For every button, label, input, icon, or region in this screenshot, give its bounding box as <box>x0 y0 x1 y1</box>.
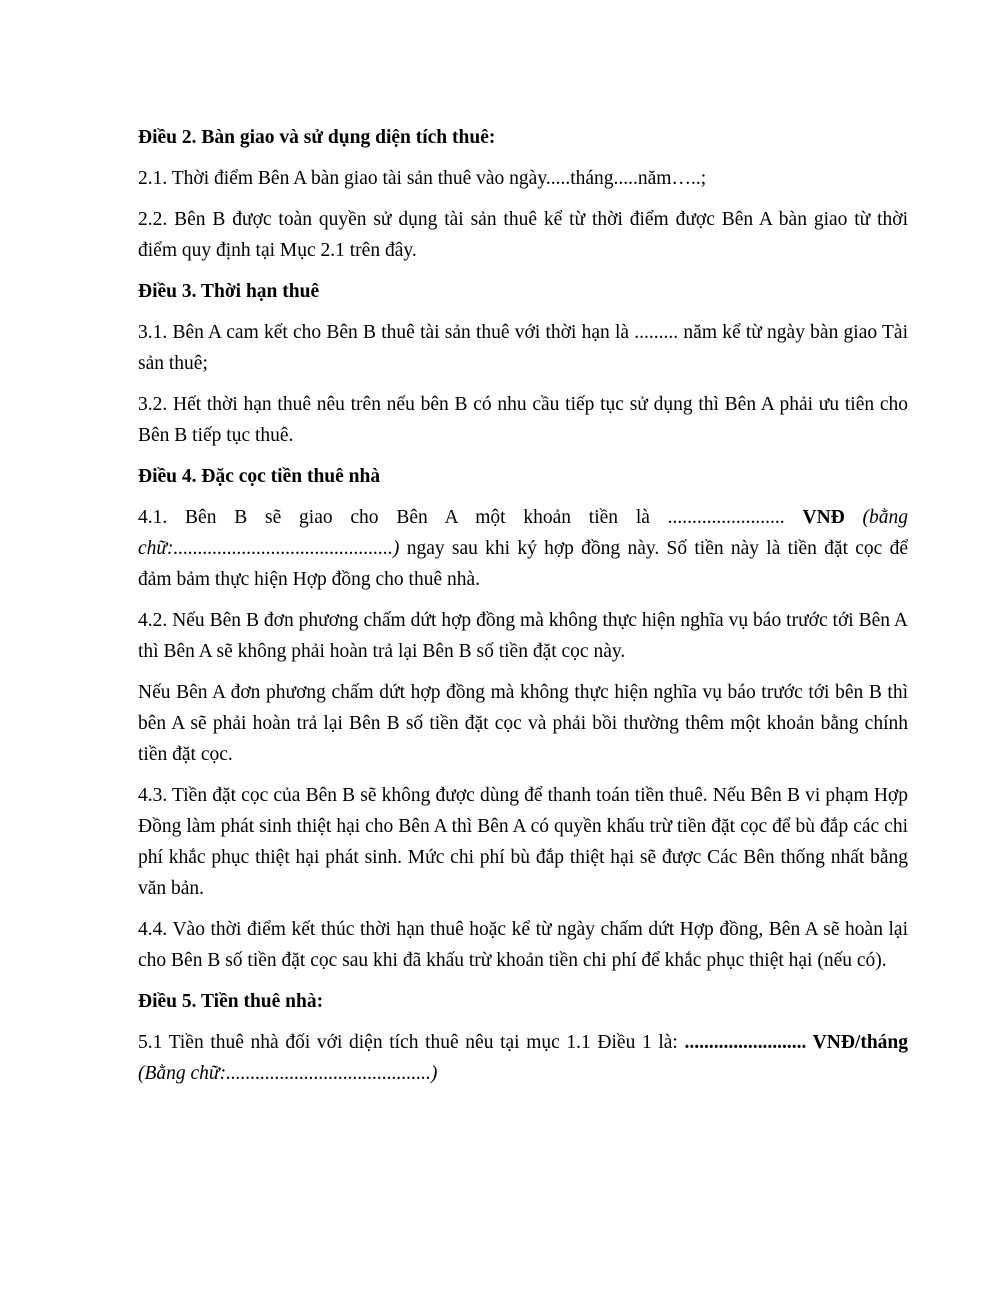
clause-4-3: 4.3. Tiền đặt cọc của Bên B sẽ không được dùng để thanh toán tiền thuê. Nếu Bên B vi phạm Hợp Đồng làm phát sinh thiệt hại cho Bên A thì Bên A có quyền khấu trừ tiền đặt cọc để bù đắp các chi phí khắc phục thiệt hại phát sinh. Mức chi phí bù đắp thiệt hại sẽ được Các Bên thống nhất bằng văn bản. <box>138 785 908 899</box>
clause-5-1 <box>138 1027 908 1089</box>
clause-3-2: 3.2. Hết thời hạn thuê nêu trên nếu bên B có nhu cầu tiếp tục sử dụng thì Bên A phải ưu tiên cho Bên B tiếp tục thuê. <box>138 394 908 446</box>
article-5-heading: Điều 5. Tiền thuê nhà: <box>138 991 324 1012</box>
clause-4-1-currency: VNĐ <box>802 507 845 528</box>
document-body <box>138 122 908 1099</box>
clause-4-2-continued: Nếu Bên A đơn phương chấm dứt hợp đồng mà không thực hiện nghĩa vụ báo trước tới bên B thì bên A sẽ phải hoàn trả lại Bên B số tiền đặt cọc và phải bồi thường thêm một khoản bằng chính tiền đặt cọc. <box>138 682 908 765</box>
article-3-heading: Điều 3. Thời hạn thuê <box>138 281 320 302</box>
clause-2-2: 2.2. Bên B được toàn quyền sử dụng tài sản thuê kể từ thời điểm được Bên A bàn giao từ thời điểm quy định tại Mục 2.1 trên đây. <box>138 209 908 261</box>
clause-4-1-rest: ngay sau khi ký hợp đồng này. Số tiền này là tiền đặt cọc để đảm bảm thực hiện Hợp đồng cho thuê nhà. <box>138 538 909 590</box>
clause-2-1: 2.1. Thời điểm Bên A bàn giao tài sản thuê vào ngày.....tháng.....năm…..; <box>138 168 707 189</box>
article-4-heading: Điều 4. Đặc cọc tiền thuê nhà <box>138 466 381 487</box>
clause-4-1 <box>138 502 908 595</box>
clause-4-4: 4.4. Vào thời điểm kết thúc thời hạn thuê hoặc kể từ ngày chấm dứt Hợp đồng, Bên A sẽ hoàn lại cho Bên B số tiền đặt cọc sau khi đã khấu trừ khoản tiền chi phí để khắc phục thiệt hại (nếu có). <box>138 919 908 971</box>
clause-4-2: 4.2. Nếu Bên B đơn phương chấm dứt hợp đồng mà không thực hiện nghĩa vụ báo trước tới Bên A thì Bên A sẽ không phải hoàn trả lại Bên B số tiền đặt cọc này. <box>138 610 908 662</box>
clause-5-1-in-words: (Bằng chữ:..........................................) <box>138 1063 438 1084</box>
clause-4-1-amount: 4.1. Bên B sẽ giao cho Bên A một khoản tiền là ........................ <box>138 507 785 528</box>
clause-3-1: 3.1. Bên A cam kết cho Bên B thuê tài sản thuê với thời hạn là ......... năm kể từ ngày bàn giao Tài sản thuê; <box>138 322 908 374</box>
clause-4-1-in-words: (bằng chữ:.............................................) <box>138 507 909 559</box>
clause-5-1-text: 5.1 Tiền thuê nhà đối với diện tích thuê nêu tại mục 1.1 Điều 1 là: <box>138 1032 678 1053</box>
clause-5-1-amount: ......................... VNĐ/tháng <box>684 1032 909 1053</box>
article-2-heading: Điều 2. Bàn giao và sử dụng diện tích thuê: <box>138 127 496 148</box>
